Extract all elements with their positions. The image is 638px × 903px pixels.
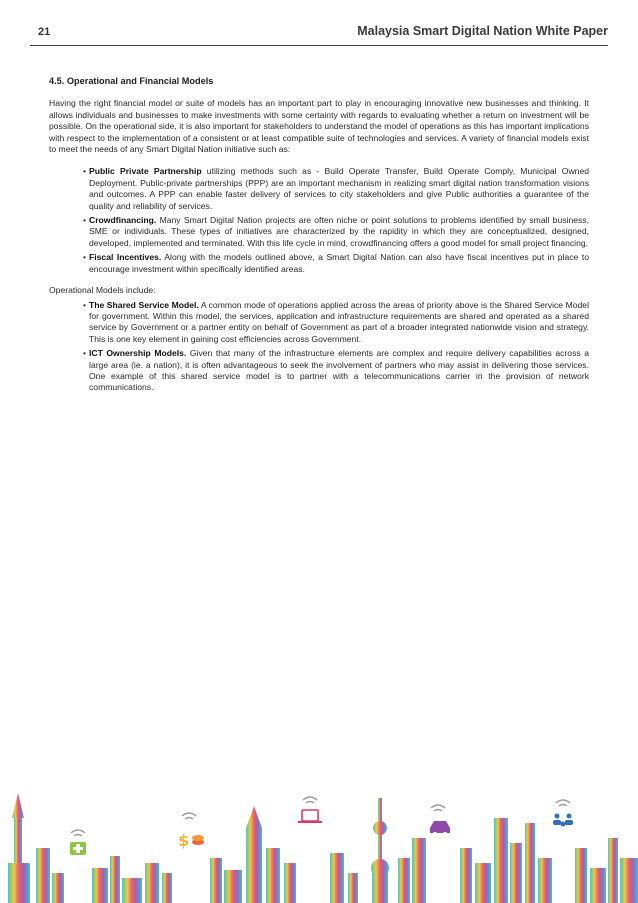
financial-models-list — [49, 166, 589, 275]
page-header — [0, 0, 638, 48]
city-skyline-illustration — [0, 778, 638, 903]
people-network-icon — [553, 814, 573, 827]
header-divider — [30, 45, 608, 46]
list-item: • Public Private Partnership utilizing methods such as - Build Operate Transfer, Build Operate Comply, Municipal Owned Deployment. Public-private partnerships (PPP) are an important mechanism in realizing smart digital nation transformation visions and outcomes. A PPP can enable faster delivery of services to city stakeholders and give Public authorities a guarantee of the quality and reliability of services. — [83, 166, 590, 211]
dollar-coins-icon — [178, 831, 204, 850]
operational-models-label: Operational Models include: — [49, 285, 156, 296]
list-item: • ICT Ownership Models. Given that many of the infrastructure elements are complex and require delivery capabilities across a large area (ie. a nation), it is often advantageous to seek the involvement of partners who may assist in delivering those services. One example of this shared service model is to partner with a telecommunications carrier in the provision of network communications. — [83, 348, 589, 393]
document-title: Malaysia Smart Digital Nation White Paper — [357, 24, 608, 38]
car-icon — [430, 821, 450, 836]
list-item: • The Shared Service Model. A common mode of operations applied across the areas of priority above is the Shared Service Model for government. Within this model, the services, application and infrastructure requirements are shared and operated as a shared service by Government or a partner entity on behalf of Government as part of a broader integrated nationwide vision and strategy. This is one key element in gaining cost efficiencies across Government. — [83, 299, 589, 344]
medical-kit-icon — [70, 842, 86, 855]
section-content — [49, 76, 589, 397]
operational-models-list — [49, 300, 589, 394]
laptop-icon — [298, 810, 322, 823]
svg-text:$: $ — [178, 831, 190, 850]
list-item: • Fiscal Incentives. Along with the models outlined above, a Smart Digital Nation can also have fiscal incentives put in place to encourage investment within specifically identified areas. — [83, 252, 590, 274]
intro-paragraph: Having the right financial model or suite of models has an important part to play in encouraging innovative new businesses and thinking. It allows individuals and businesses to make investments with some certainty with regards to evaluating whether a return on investment will be possible. On the operational side, it is also important for stakeholders to understand the model of operations as this has important implications with respect to the implementation of a consistent or at least compatible suite of technologies and services. A variety of financial models exist to meet the needs of any Smart Digital Nation initiative such as: — [49, 98, 589, 155]
page-number: 21 — [38, 26, 51, 38]
list-item: • Crowdfinancing. Many Smart Digital Nation projects are often niche or point solutions to problems identified by small business, SME or individuals. These types of initiatives are characterized by the rapidity in which they are conceptualized, designed, developed, implemented and terminated. With this life cycle in mind, crowdfinancing offers a good model for small project financing. — [83, 215, 589, 248]
section-title: 4.5. Operational and Financial Models — [49, 76, 214, 86]
